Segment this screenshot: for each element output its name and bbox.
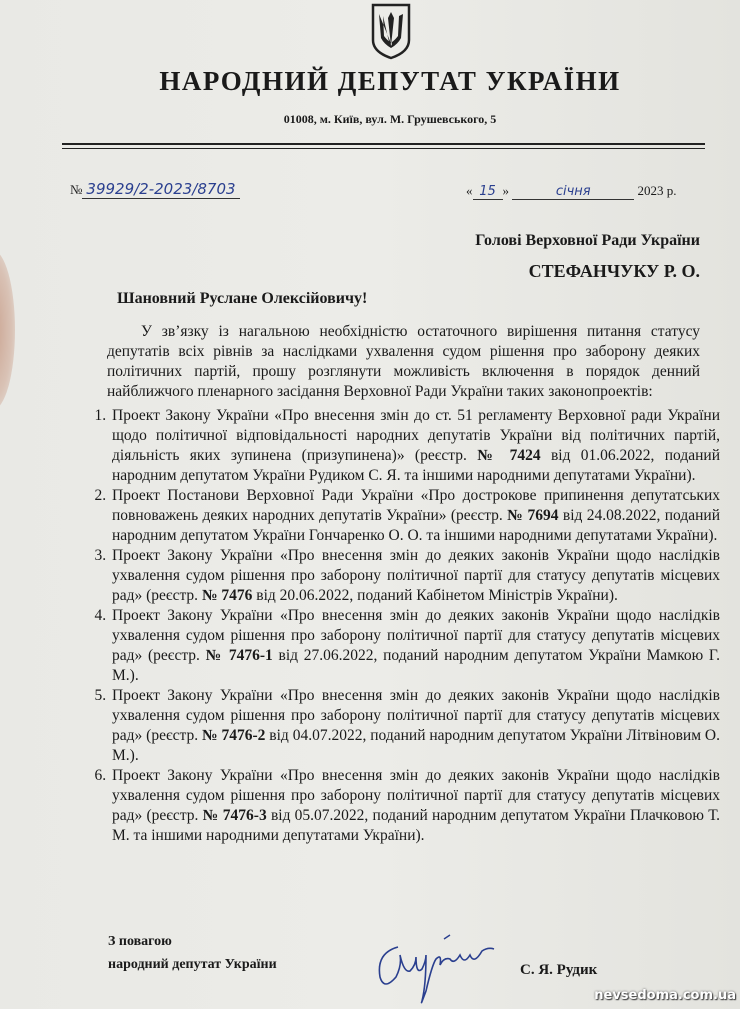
date-year: 2023 р. [637,183,677,198]
watermark: nevsedoma.com.ua [594,988,736,1003]
list-item: 5. Проект Закону України «Про внесення змін до деяких законів України щодо наслідків ухвалення судом рішення про заборону політичної партії для статусу депутатів місцевих рад» (реєстр. № 7476-2 від 04.07.2022, поданий народним депутатом України Літвіновим О. М.). [110,686,720,766]
list-item: 2. Проект Постанови Верховної Ради України «Про дострокове припинення депутатських повноважень деяких народних депутатів України» (реєстр. № 7694 від 24.08.2022, поданий народним депутатом України Гончаренко О. О. та іншими народними депутатами України). [110,486,720,546]
bill-list [82,406,720,846]
signature-icon [370,925,500,1005]
addressee-position: Голові Верховної Ради України [475,232,700,249]
list-item: 6. Проект Закону України «Про внесення змін до деяких законів України щодо наслідків ухвалення судом рішення про заборону політичної партії для статусу депутатів місцевих рад» (реєстр. № 7476-3 від 05.07.2022, поданий народним депутатом України Плачковою Т. М. та іншими народними депутатами України). [110,766,720,846]
closing-regards: З повагою [108,934,172,949]
quote-close: » [502,183,509,198]
closing [108,930,277,976]
reference-number [70,180,240,198]
reference-value: 39929/2-2023/8703 [82,180,239,199]
header-rule [62,143,705,145]
header-rule-thin [62,148,705,149]
intro-paragraph: У зв’язку із нагальною необхідністю остаточного вирішення питання статусу депутатів всіх рівнів за наслідками ухвалення судом рішення про заборону деяких політичних партій, прошу розглянути можливість включення в порядок денний найближчого пленарного засідання Верховної Ради України таких законопроектів: [107,323,700,400]
addressee [475,226,700,286]
list-item: 3. Проект Закону України «Про внесення змін до деяких законів України щодо наслідків ухвалення судом рішення про заборону політичної партії для статусу депутатів місцевих рад» (реєстр. № 7476 від 20.06.2022, поданий Кабінетом Міністрів України). [110,546,720,606]
addressee-name: СТЕФАНЧУКУ Р. О. [528,261,700,281]
trident-emblem-icon [370,2,412,60]
date-month: січня [512,184,634,200]
letter-date [466,183,677,200]
letterhead-address: 01008, м. Київ, вул. М. Грушевського, 5 [283,112,497,126]
closing-position: народний депутат України [108,957,277,972]
list-item: 1. Проект Закону України «Про внесення змін до ст. 51 регламенту Верховної ради України щодо політичної відповідальності народних депутатів України від політичних партій, діяльність яких зупинена (призупинена)» (реєстр. № 7424 від 01.06.2022, поданий народним депутатом України Рудиком С. Я. та іншими народними депутатами України). [110,406,720,486]
list-item: 4. Проект Закону України «Про внесення змін до деяких законів України щодо наслідків ухвалення судом рішення про заборону політичної партії для статусу депутатів місцевих рад» (реєстр. № 7476-1 від 27.06.2022, поданий народним депутатом України Мамкою Г. М.). [110,606,720,686]
letterhead-title: НАРОДНИЙ ДЕПУТАТ УКРАЇНИ [159,66,621,96]
signatory-name: С. Я. Рудик [520,962,598,978]
quote-open: « [466,183,473,198]
date-day: 15 [473,184,503,200]
salutation: Шановний Руслане Олексійовичу! [117,290,368,307]
number-sign: № [70,182,83,197]
